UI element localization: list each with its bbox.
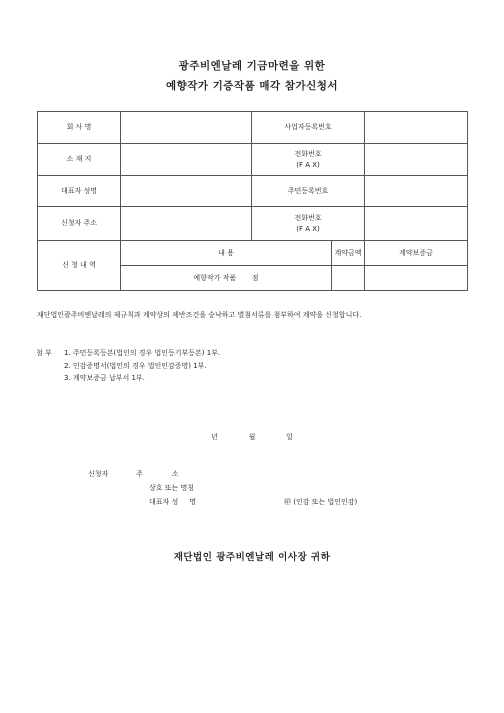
attachment-item: 3. 계약보증금 납부서 1부. (64, 374, 145, 382)
fax-label-2: (F A X) (296, 224, 320, 233)
applicant-label: 신청자 (88, 470, 109, 478)
application-details-label: 신 청 내 역 (38, 241, 121, 291)
pledge-statement: 재단법인광주비엔날레의 제규칙과 계약상의 제반조건을 승낙하고 별첨서류를 첨부하여 계약을 신청합니다. (37, 311, 362, 319)
date-line: 년 월 일 (211, 433, 293, 441)
phone-label-2: 전화번호 (294, 213, 322, 222)
phone-fax-label-1 (252, 144, 365, 176)
attachments-list (36, 347, 220, 385)
resident-reg-no-label: 주민등록번호 (252, 176, 365, 207)
phone-fax-label-2 (252, 207, 365, 241)
address-label: 소 재 지 (38, 144, 121, 176)
phone-fax-field-1[interactable] (365, 144, 468, 176)
contract-amount-field[interactable] (332, 266, 365, 291)
business-reg-no-field[interactable] (365, 112, 468, 144)
form-title-line-2: 예향작가 기증작품 매각 참가신청서 (165, 80, 339, 92)
contract-deposit-field[interactable] (365, 266, 468, 291)
fax-label-1: (F A X) (296, 160, 320, 169)
col-contract-amount-header: 계약금액 (332, 241, 365, 266)
signature-address-label: 주 소 (136, 470, 179, 478)
representative-name-label: 대표자 성명 (38, 176, 121, 207)
applicant-address-field[interactable] (121, 207, 252, 241)
address-field[interactable] (121, 144, 252, 176)
resident-reg-no-field[interactable] (365, 176, 468, 207)
company-name-label: 회 사 명 (38, 112, 121, 144)
company-name-field[interactable] (121, 112, 252, 144)
representative-name-field[interactable] (121, 176, 252, 207)
col-contract-deposit-header: 계약보증금 (365, 241, 468, 266)
phone-fax-field-2[interactable] (365, 207, 468, 241)
col-content-header: 내 용 (121, 241, 332, 266)
signature-representative-label: 대표자 성 명 (149, 498, 197, 506)
artwork-item-cell[interactable]: 예향작가 작품 점 (121, 266, 332, 291)
seal-label: ㊞ (인감 또는 법인인감) (284, 498, 358, 506)
applicant-address-label: 신청자 주소 (38, 207, 121, 241)
attachment-item: 1. 주민등록등본(법인의 경우 법인등기부등본) 1부. (64, 349, 221, 357)
form-title-line-1: 광주비엔날레 기금마련을 위한 (178, 60, 326, 72)
application-form-table (37, 111, 468, 291)
business-reg-no-label: 사업자등록번호 (252, 112, 365, 144)
phone-label-1: 전화번호 (294, 149, 322, 158)
signature-company-label: 상호 또는 명칭 (149, 484, 195, 492)
closing-addressee: 재단법인 광주비엔날레 이사장 귀하 (173, 552, 331, 563)
attachment-item: 2. 인감증명서(법인의 경우 법인인감증명) 1부. (64, 361, 207, 370)
attachments-label: 첨 부 (36, 349, 52, 357)
